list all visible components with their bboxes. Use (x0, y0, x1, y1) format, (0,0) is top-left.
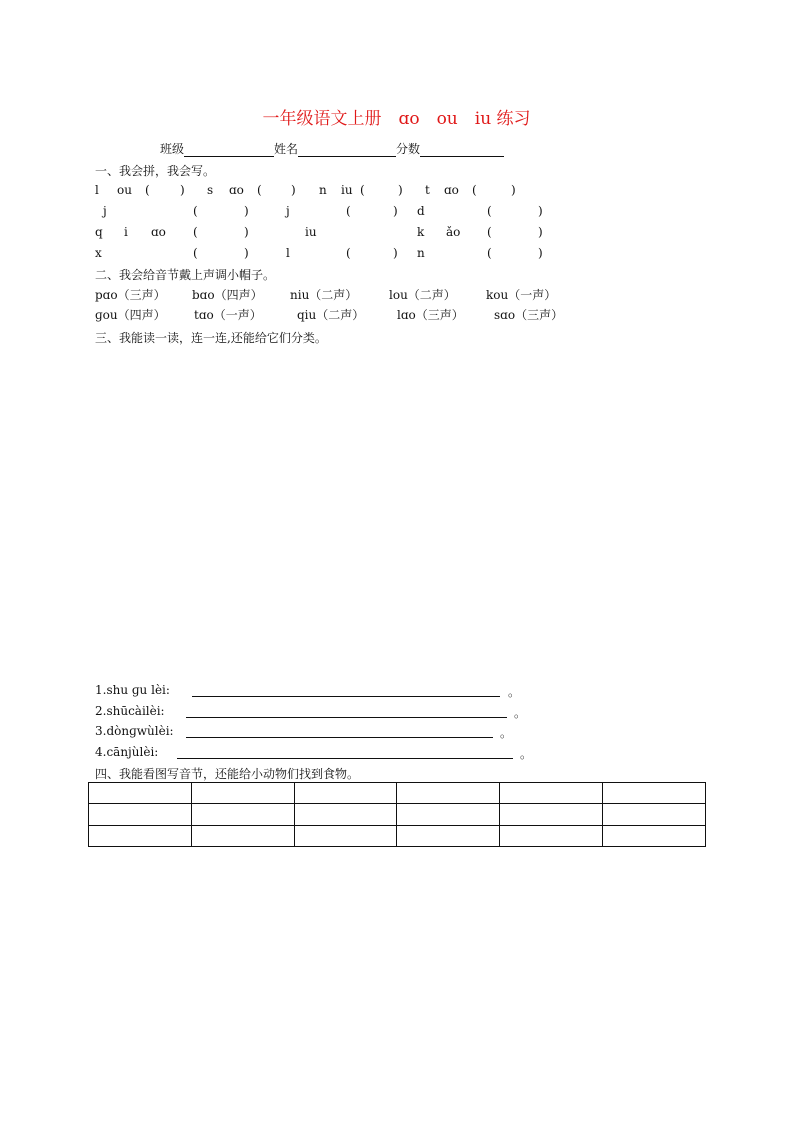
section-1-heading: 一、我会拼，我会写。 (95, 164, 216, 178)
answer-paren-open: ( (346, 204, 351, 218)
name-blank[interactable] (298, 143, 396, 157)
table-cell[interactable] (89, 783, 192, 804)
answer-paren-close: ) (538, 246, 543, 260)
answer-line[interactable] (192, 696, 500, 697)
answer-paren-close: ) (398, 183, 403, 197)
pinyin-token: l (286, 246, 290, 260)
answer-paren-close: ) (511, 183, 516, 197)
tone-item: niu（二声） (290, 288, 358, 302)
line-end-mark: 。 (520, 747, 533, 761)
table-cell[interactable] (89, 825, 192, 846)
category-label: 1.shu ɡu lèi: (95, 683, 170, 697)
answer-paren-open: ( (487, 204, 492, 218)
table-row (89, 804, 706, 825)
table-cell[interactable] (89, 804, 192, 825)
answer-paren-open: ( (472, 183, 477, 197)
answer-paren-open: ( (145, 183, 150, 197)
answer-paren-open: ( (360, 183, 365, 197)
class-label: 班级 (160, 142, 185, 156)
answer-paren-close: ) (244, 225, 249, 239)
answer-paren-open: ( (487, 246, 492, 260)
answer-paren-close: ) (538, 225, 543, 239)
pinyin-token: ou (117, 183, 132, 197)
table-cell[interactable] (603, 825, 706, 846)
tone-item: pɑo（三声） (95, 288, 166, 302)
answer-paren-close: ) (538, 204, 543, 218)
table-row (89, 783, 706, 804)
pinyin-token: n (417, 246, 425, 260)
pinyin-token: n (319, 183, 327, 197)
table-cell[interactable] (603, 783, 706, 804)
table-cell[interactable] (603, 804, 706, 825)
score-label: 分数 (396, 142, 421, 156)
pinyin-token: ɑo (151, 225, 166, 239)
pinyin-token: j (103, 204, 107, 218)
tone-item: bɑo（四声） (192, 288, 263, 302)
pinyin-token: iu (341, 183, 353, 197)
table-cell[interactable] (191, 783, 294, 804)
answer-paren-open: ( (257, 183, 262, 197)
student-info-line (160, 140, 504, 157)
table-cell[interactable] (500, 804, 603, 825)
line-end-mark: 。 (514, 706, 527, 720)
table-row (89, 825, 706, 846)
table-cell[interactable] (500, 783, 603, 804)
tone-item: lou（二声） (389, 288, 456, 302)
answer-paren-open: ( (193, 246, 198, 260)
section-2-heading: 二、我会给音节戴上声调小帽子。 (95, 268, 276, 282)
answer-line[interactable] (177, 758, 513, 759)
pinyin-token: iu (305, 225, 317, 239)
answer-line[interactable] (186, 737, 493, 738)
pinyin-token: ɑo (229, 183, 244, 197)
pinyin-token: d (417, 204, 425, 218)
name-label: 姓名 (274, 142, 299, 156)
section-3-heading: 三、我能读一读，连一连,还能给它们分类。 (95, 331, 327, 345)
pinyin-token: s (207, 183, 214, 197)
answer-paren-open: ( (346, 246, 351, 260)
pinyin-token: i (124, 225, 128, 239)
table-cell[interactable] (397, 783, 500, 804)
answer-paren-open: ( (193, 204, 198, 218)
tone-item: lɑo（三声） (397, 308, 464, 322)
class-blank[interactable] (184, 143, 274, 157)
page-title: 一年级语文上册 ɑo ou iu 练习 (262, 109, 531, 129)
pinyin-token: k (417, 225, 425, 239)
pinyin-token: ǎo (446, 225, 461, 239)
pinyin-token: ɑo (444, 183, 459, 197)
tone-item: qiu（二声） (297, 308, 365, 322)
line-end-mark: 。 (508, 685, 521, 699)
answer-paren-close: ) (291, 183, 296, 197)
pinyin-token: l (95, 183, 99, 197)
table-cell[interactable] (294, 825, 397, 846)
category-label: 2.shūcàilèi: (95, 704, 165, 718)
tone-item: sɑo（三声） (494, 308, 564, 322)
answer-paren-open: ( (193, 225, 198, 239)
tone-item: ɡou（四声） (95, 308, 166, 322)
pinyin-token: x (95, 246, 102, 260)
category-label: 4.cānjùlèi: (95, 745, 159, 759)
answer-paren-close: ) (393, 246, 398, 260)
answer-line[interactable] (186, 717, 507, 718)
line-end-mark: 。 (500, 726, 513, 740)
table-cell[interactable] (294, 804, 397, 825)
pinyin-token: t (425, 183, 430, 197)
answer-paren-close: ) (393, 204, 398, 218)
section-4-heading: 四、我能看图写音节，还能给小动物们找到食物。 (95, 767, 360, 781)
pinyin-token: q (95, 225, 103, 239)
answer-paren-open: ( (487, 225, 492, 239)
table-cell[interactable] (294, 783, 397, 804)
answer-paren-close: ) (244, 246, 249, 260)
category-label: 3.dònɡwùlèi: (95, 724, 174, 738)
tone-item: tɑo（一声） (194, 308, 262, 322)
tone-item: kou（一声） (486, 288, 557, 302)
score-blank[interactable] (420, 143, 504, 157)
answer-paren-close: ) (180, 183, 185, 197)
table-cell[interactable] (191, 804, 294, 825)
answer-paren-close: ) (244, 204, 249, 218)
pinyin-answer-table (88, 782, 706, 847)
table-cell[interactable] (500, 825, 603, 846)
table-cell[interactable] (397, 825, 500, 846)
table-cell[interactable] (397, 804, 500, 825)
table-cell[interactable] (191, 825, 294, 846)
pinyin-token: j (286, 204, 290, 218)
